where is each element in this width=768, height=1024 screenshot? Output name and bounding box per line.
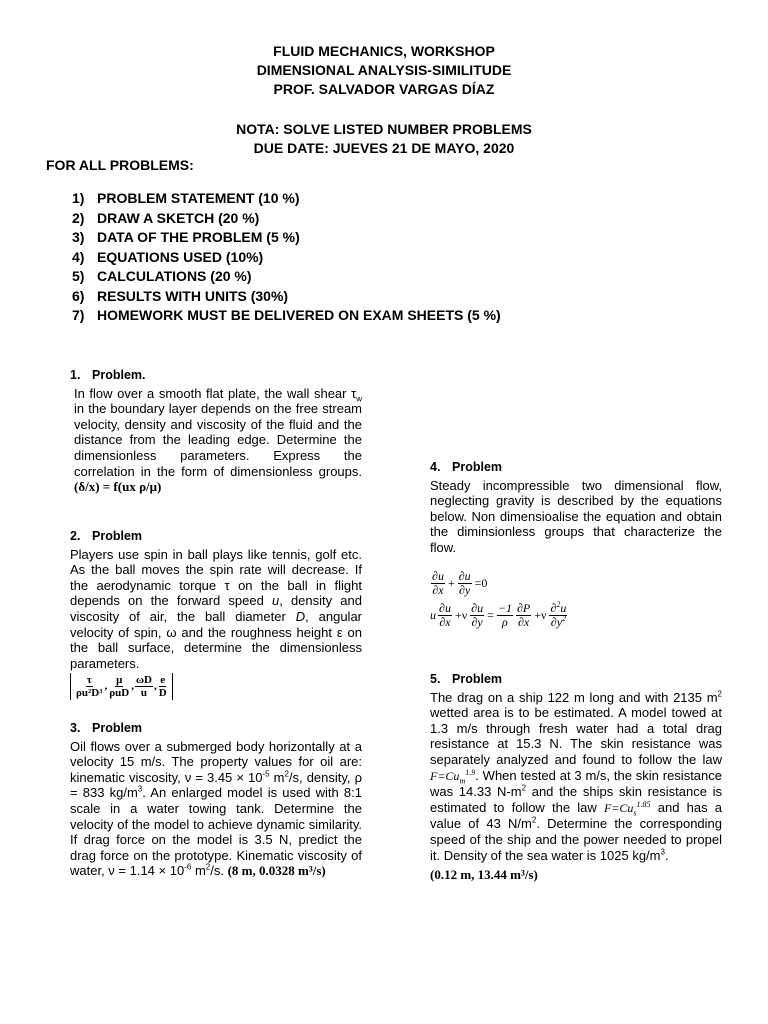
statement-text: Oil flows over a submerged body horizontally at a velocity 15 m/s. The property values for oil are: kinematic viscosity, ν = 3.45 × 10 (70, 738, 362, 785)
problem-statement (70, 547, 362, 672)
course-title: FLUID MECHANICS, WORKSHOP (273, 43, 495, 59)
symbol-u: u (271, 593, 280, 609)
exponent: 2 (521, 783, 527, 793)
list-item (72, 248, 501, 268)
denominator: u (140, 687, 148, 700)
statement-text: wetted area is to be estimated. A model towed at 1.3 m/s through fresh water had a total drag resistance at 15.3 N. The skin resistance was separately analyzed and found to follow the law (430, 705, 722, 767)
statement-text: /s, density, ρ = 833 kg/m (70, 769, 362, 801)
item-text: RESULTS WITH UNITS (30%) (97, 287, 289, 304)
problem-label: Problem (92, 721, 143, 735)
problem-statement (70, 739, 362, 879)
problem-number: 1. (70, 368, 81, 382)
answer: (8 m, 0.0328 m³/s) (227, 863, 326, 879)
symbol-d: D (295, 608, 306, 624)
list-item (72, 228, 501, 248)
continuity-equation: $\frac{\partial u}{\partial x}$ + $\frac{\partial u}{\partial y}$ =0 (432, 569, 488, 598)
numerator: τ (86, 674, 92, 687)
dimensionless-groups-answer: $\frac{\tau}{\text{ρu²D³}}$ , $\frac{\mu}{\text{ρuD}}$ , $\frac{\omega D}{u}$ , $\frac{e}{D}$ (70, 673, 173, 700)
nota-line: NOTA: SOLVE LISTED NUMBER PROBLEMS (236, 121, 532, 137)
list-item (72, 306, 501, 326)
item-text: HOMEWORK MUST BE DELIVERED ON EXAM SHEETS (5 %) (97, 307, 501, 323)
statement-text: , angular velocity of spin, ω and the roughness height ε on the ball surface, determine the dimensionless parameters. (70, 608, 363, 671)
list-item (72, 189, 501, 209)
nota-block (0, 120, 768, 158)
numerator: e (160, 674, 166, 687)
item-text: DATA OF THE PROBLEM (5 %) (97, 229, 300, 245)
professor-name: PROF. SALVADOR VARGAS DÍAZ (273, 81, 495, 97)
problem-label: Problem. (92, 368, 146, 382)
statement-text: . When tested at 3 m/s, the skin resistance was 14.33 N-m (430, 767, 722, 800)
problem-statement: Steady incompressible two dimensional flow, neglecting gravity is described by the equations below. Non dimensioalise the equation and obtain the diminsionless groups that characterize the flow. (430, 477, 722, 555)
problem-title (70, 529, 362, 545)
problem-number: 4. (430, 460, 441, 474)
statement-text: m (191, 863, 206, 879)
statement-text: . An enlarged model is used with 8:1 scale in a water towing tank. Determine the velocity of the model to achieve dynamic similarity. If drag force on the model is 3.5 N, predict the drag force on the prototype. Kinematic viscosity of water, ν = 1.14 × 10 (70, 785, 362, 879)
group-fraction (135, 674, 153, 699)
list-item (72, 267, 501, 287)
statement-text: The drag on a ship 122 m long and with 2135 m (430, 689, 718, 705)
law-text: F=Cu (430, 768, 460, 783)
problem-statement (70, 386, 362, 495)
tau-subscript: w (356, 394, 362, 404)
exponent: 2 (717, 689, 722, 699)
problem-title (430, 672, 722, 688)
problem-5 (430, 672, 722, 883)
problem-label: Problem (452, 672, 503, 686)
item-number: 4) (72, 248, 85, 265)
problem-4 (430, 460, 722, 632)
statement-text: , density and viscosity of air, the ball diameter (70, 593, 362, 624)
problem-title (70, 368, 362, 384)
exponent: 3 (137, 785, 143, 795)
list-item (72, 209, 501, 229)
problem-label: Problem (452, 460, 503, 474)
statement-text: and the ships skin resistance is estimated to follow the law (430, 784, 723, 815)
statement-text: In flow over a smooth flat plate, the wall shear (74, 385, 352, 401)
problem-number: 3. (70, 721, 81, 735)
topic-title: DIMENSIONAL ANALYSIS-SIMILITUDE (256, 62, 512, 78)
item-number: 6) (72, 287, 85, 304)
due-date-line: DUE DATE: JUEVES 21 DE MAYO, 2020 (253, 140, 515, 156)
item-number: 5) (72, 268, 85, 284)
skin-law-ship (603, 799, 651, 818)
exponent: -5 (262, 769, 270, 779)
law-subscript: s (633, 808, 637, 818)
momentum-equation: u $\frac{\partial u}{\partial x}$ +ν $\frac{\partial u}{\partial y}$ = $\frac{-1}{\rho}$ $\frac{\partial P}{\partial x}$ +ν $\frac{\partial^2u}{\partial y^2}$ (430, 600, 567, 630)
answer: (0.12 m, 13.44 m³/s) (430, 867, 538, 883)
list-item (72, 287, 501, 307)
problem-1 (70, 368, 362, 495)
exponent: 2 (531, 816, 537, 826)
problem-3 (70, 721, 362, 879)
statement-text: /s. (210, 863, 224, 879)
exponent: 3 (660, 847, 665, 857)
law-text: F=Cu (603, 800, 634, 815)
item-text: DRAW A SKETCH (20 %) (97, 209, 260, 226)
tau-symbol: τ (351, 385, 357, 401)
law-exponent: 1.9 (465, 767, 476, 777)
problem-title (430, 460, 722, 476)
requirements-list (72, 189, 501, 326)
item-number: 2) (72, 209, 85, 226)
statement-text: . (664, 847, 669, 863)
statement-text: . Determine the corresponding speed of the ship and the power needed to propel it. Density of the sea water is 1025 kg/m (430, 816, 722, 863)
law-exponent: 1.85 (636, 799, 651, 809)
item-number: 1) (72, 190, 85, 206)
problem-number: 2. (70, 529, 81, 543)
problem-number: 5. (430, 672, 441, 686)
problem-title (70, 721, 362, 737)
problem-statement (430, 690, 722, 864)
exponent: 2 (284, 769, 289, 779)
statement-text: m (269, 769, 285, 785)
group-fraction (108, 674, 130, 699)
for-all-heading: FOR ALL PROBLEMS: (46, 157, 194, 173)
denominator: D (158, 687, 167, 700)
statement-text: and has a value of 43 N/m (430, 799, 723, 832)
denominator: ρuD (109, 687, 130, 700)
exponent: 2 (205, 863, 211, 873)
law-subscript: m (459, 775, 466, 785)
exponent: -6 (184, 863, 192, 873)
answer: (δ/x) = f(ux ρ/μ) (74, 479, 162, 495)
denominator: ρu²D³ (76, 687, 103, 700)
document-header (0, 42, 768, 99)
statement-text: in the boundary layer depends on the free stream velocity, density and viscosity of the fluid and the distance from the leading edge. Determine the dimensionless parameters. Express the correlation in the form of dimensionless groups. (74, 401, 362, 479)
numerator: μ (116, 674, 123, 687)
item-number: 7) (72, 307, 85, 323)
group-fraction (158, 674, 168, 699)
problem-label: Problem (92, 529, 143, 543)
problem-2 (70, 529, 362, 700)
item-number: 3) (72, 229, 85, 245)
numerator: ωD (136, 674, 152, 687)
skin-law-model (430, 769, 475, 783)
item-text: EQUATIONS USED (10%) (97, 248, 264, 265)
item-text: PROBLEM STATEMENT (10 %) (97, 190, 300, 206)
item-text: CALCULATIONS (20 %) (97, 268, 252, 284)
group-fraction (75, 674, 104, 699)
statement-text: Players use spin in ball plays like tennis, golf etc. As the ball moves the spin rate will decrease. If the aerodynamic torque τ on the ball in flight depends on the forward speed (70, 546, 362, 609)
